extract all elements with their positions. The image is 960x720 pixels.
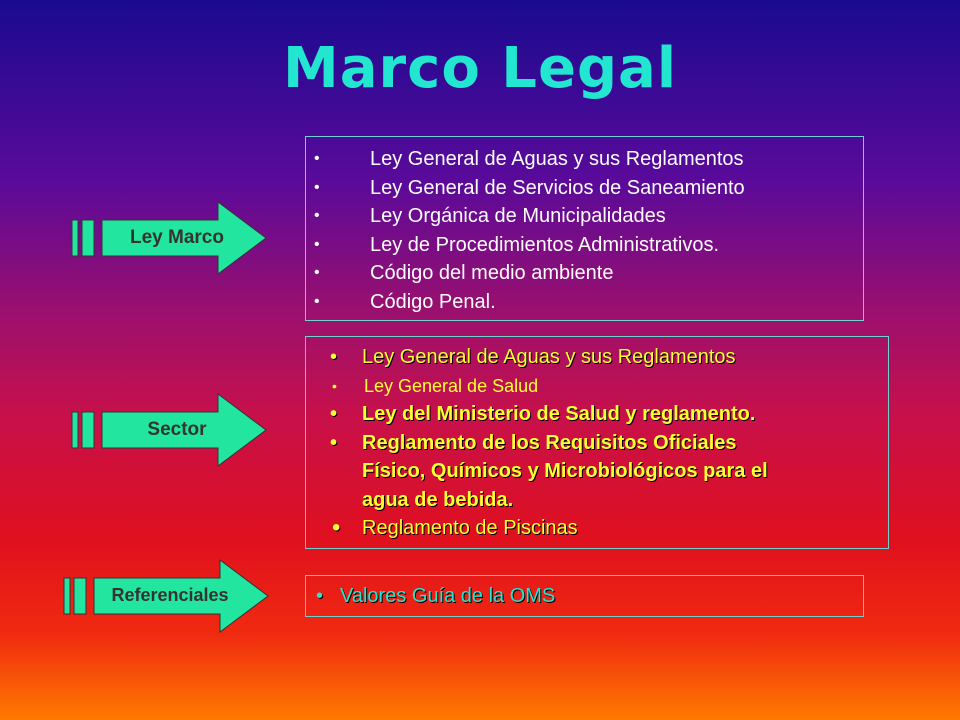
sector-arrow — [70, 392, 270, 468]
bullet-icon: • — [314, 235, 320, 253]
slide-title: Marco Legal — [282, 36, 678, 101]
list-item: • Ley General de Salud — [306, 372, 888, 401]
bullet-icon: • — [314, 264, 320, 281]
list-item: • Ley General de Aguas y sus Reglamentos — [306, 145, 863, 174]
list-item: • Ley General de Servicios de Saneamiento — [306, 174, 863, 203]
list-item: • Reglamento de los Requisitos Oficiales — [306, 429, 888, 458]
list-item: • Código del medio ambiente — [306, 259, 863, 288]
ley-marco-arrow — [70, 200, 270, 276]
list-item: • Código Penal. — [306, 288, 863, 317]
sector-label: Sector — [147, 419, 207, 440]
sector-box — [305, 336, 889, 549]
bullet-icon: • — [314, 150, 320, 167]
bullet-icon: • — [332, 514, 341, 541]
ley-marco-label: Ley Marco — [130, 227, 224, 248]
bullet-icon: • — [330, 346, 338, 368]
bullet-icon: • — [332, 377, 337, 394]
bullet-icon: • — [330, 403, 338, 425]
list-item: • Ley General de Aguas y sus Reglamentos — [306, 343, 888, 372]
referenciales-box — [305, 575, 864, 617]
referenciales-arrow — [62, 558, 272, 634]
referenciales-label: Referenciales — [111, 585, 229, 605]
referenciales-list — [306, 582, 863, 610]
bullet-icon: • — [314, 178, 320, 196]
bullet-icon: • — [314, 207, 320, 224]
ley-marco-box — [305, 136, 864, 321]
list-item: • Ley de Procedimientos Administrativos. — [306, 231, 863, 260]
list-item: • Ley del Ministerio de Salud y reglamento. — [306, 400, 888, 429]
bullet-icon: • — [316, 585, 324, 607]
ley-marco-list — [306, 145, 863, 316]
list-item-continuation: Físico, Químicos y Microbiológicos para el — [362, 460, 768, 482]
bullet-icon: • — [330, 431, 338, 454]
sector-list — [306, 343, 888, 543]
list-item: • Ley Orgánica de Municipalidades — [306, 202, 863, 231]
list-item: • Reglamento de Piscinas — [332, 514, 578, 541]
list-item: • Valores Guía de la OMS — [306, 582, 863, 610]
bullet-icon: • — [314, 292, 320, 310]
list-item-continuation: agua de bebida. — [362, 488, 514, 511]
